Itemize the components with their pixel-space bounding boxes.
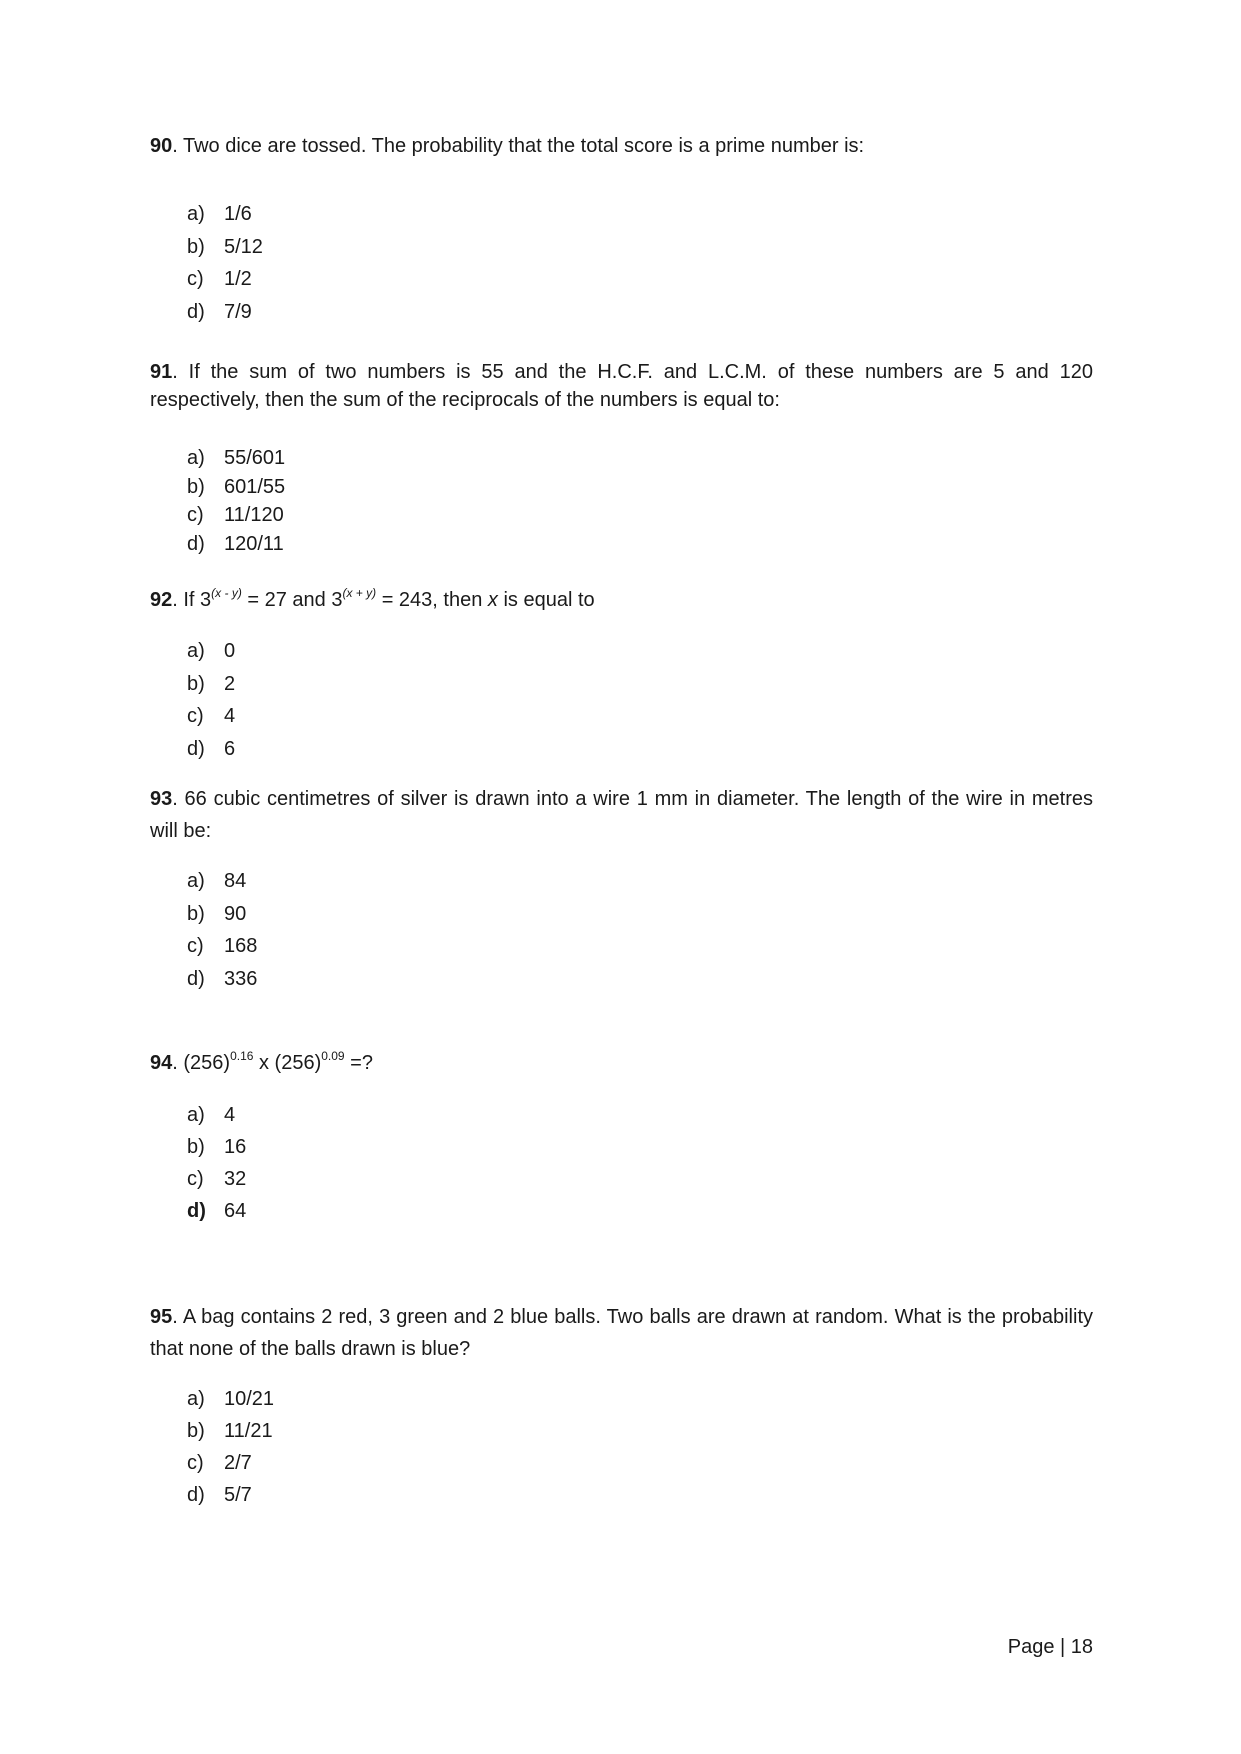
question-text: x (256) <box>253 1052 322 1074</box>
question-stem <box>150 358 1093 414</box>
option-letter: c) <box>187 504 204 526</box>
option-letter: c) <box>187 1168 204 1190</box>
question-text: =? <box>344 1052 373 1074</box>
option-letter: c) <box>187 935 204 957</box>
option-letter: b) <box>187 235 205 258</box>
option-text: 1/6 <box>224 203 252 225</box>
options-list-95 <box>187 1383 274 1511</box>
option-text: 1/2 <box>224 268 252 290</box>
question-text: . If 3 <box>172 589 212 611</box>
option-text: 11/21 <box>224 1420 273 1442</box>
option-letter: a) <box>187 640 205 662</box>
option-letter: d) <box>187 532 205 555</box>
option-text: 5/12 <box>224 235 263 258</box>
question-text: = 243, then <box>376 589 488 611</box>
question-90 <box>150 132 1093 160</box>
option-text: 336 <box>224 967 258 990</box>
option-d <box>187 296 263 329</box>
option-text: 168 <box>224 935 258 957</box>
question-text: is equal to <box>497 589 595 611</box>
option-a <box>187 1383 274 1415</box>
option-letter: c) <box>187 268 204 290</box>
question-91 <box>150 358 1093 414</box>
question-text: = 27 and 3 <box>241 589 343 611</box>
option-d <box>187 733 235 766</box>
option-letter: b) <box>187 902 205 925</box>
option-c <box>187 930 257 963</box>
question-stem <box>150 586 1093 614</box>
question-number: 91 <box>150 361 173 383</box>
option-b <box>187 668 235 701</box>
question-stem <box>150 1301 1093 1365</box>
option-letter: b) <box>187 475 205 498</box>
exponent: (x + y) <box>342 586 377 600</box>
page-number: Page | 18 <box>1007 1636 1093 1658</box>
question-94 <box>150 1049 1093 1077</box>
option-letter: a) <box>187 870 205 892</box>
option-letter: b) <box>187 1420 205 1442</box>
option-text: 0 <box>224 640 236 662</box>
option-d <box>187 1479 274 1511</box>
option-text: 32 <box>224 1168 247 1190</box>
option-a <box>187 444 285 473</box>
option-letter: b) <box>187 672 205 695</box>
option-text: 120/11 <box>224 532 284 555</box>
option-text: 16 <box>224 1136 247 1158</box>
question-92 <box>150 586 1093 614</box>
options-list-91 <box>187 444 285 558</box>
question-text: . A bag contains 2 red, 3 green and 2 blue balls. Two balls are drawn at random. What is the probability that none of the balls drawn is blue? <box>150 1306 1093 1360</box>
option-c <box>187 263 263 296</box>
option-letter: d) <box>187 1200 206 1222</box>
question-93 <box>150 783 1093 847</box>
option-letter: a) <box>187 447 205 469</box>
option-text: 10/21 <box>224 1388 275 1410</box>
question-number: 92 <box>150 589 173 611</box>
option-b <box>187 473 285 502</box>
option-text: 11/120 <box>224 504 284 526</box>
option-letter: b) <box>187 1136 205 1158</box>
option-a <box>187 635 235 668</box>
options-list-94 <box>187 1099 246 1227</box>
question-number: 94 <box>150 1052 173 1074</box>
question-text: . Two dice are tossed. The probability that the total score is a prime number is: <box>172 135 865 157</box>
option-b <box>187 898 257 931</box>
option-text: 2 <box>224 672 236 695</box>
option-letter: d) <box>187 737 205 760</box>
question-stem <box>150 132 1093 160</box>
question-number: 90 <box>150 135 173 157</box>
options-list-93 <box>187 865 257 995</box>
option-letter: a) <box>187 1104 205 1126</box>
exponent: 0.09 <box>321 1049 345 1063</box>
option-d <box>187 530 285 559</box>
option-letter: d) <box>187 300 205 323</box>
option-a <box>187 865 257 898</box>
options-list-90 <box>187 198 263 328</box>
exponent: (x - y) <box>211 586 242 600</box>
question-text: . If the sum of two numbers is 55 and the H.C.F. and L.C.M. of these numbers are 5 and 120 respectively, then the sum of the reciprocals of the numbers is equal to: <box>150 361 1093 411</box>
option-text: 6 <box>224 737 236 760</box>
option-text: 5/7 <box>224 1484 252 1506</box>
option-c <box>187 501 285 530</box>
option-a <box>187 198 263 231</box>
question-number: 95 <box>150 1306 173 1328</box>
option-letter: a) <box>187 1388 205 1410</box>
option-b <box>187 1415 274 1447</box>
option-letter: d) <box>187 967 205 990</box>
option-c <box>187 1163 246 1195</box>
option-text: 64 <box>224 1200 247 1222</box>
option-text: 601/55 <box>224 475 286 498</box>
option-text: 4 <box>224 1104 236 1126</box>
option-b <box>187 1131 246 1163</box>
question-text: . (256) <box>172 1052 231 1074</box>
options-list-92 <box>187 635 235 765</box>
question-number: 93 <box>150 788 173 810</box>
option-c <box>187 700 235 733</box>
variable: x <box>487 589 498 611</box>
option-text: 7/9 <box>224 300 252 323</box>
option-text: 4 <box>224 705 236 727</box>
option-text: 90 <box>224 902 247 925</box>
option-text: 55/601 <box>224 447 286 469</box>
option-letter: c) <box>187 705 204 727</box>
option-letter: a) <box>187 203 205 225</box>
option-text: 2/7 <box>224 1452 252 1474</box>
option-d <box>187 963 257 996</box>
option-a <box>187 1099 246 1131</box>
exponent: 0.16 <box>230 1049 254 1063</box>
option-b <box>187 231 263 264</box>
option-text: 84 <box>224 870 247 892</box>
question-stem <box>150 1049 1093 1077</box>
option-letter: d) <box>187 1484 205 1506</box>
question-text: . 66 cubic centimetres of silver is drawn into a wire 1 mm in diameter. The length of the wire in metres will be: <box>150 788 1093 842</box>
question-stem <box>150 783 1093 847</box>
option-d <box>187 1195 246 1227</box>
option-letter: c) <box>187 1452 204 1474</box>
option-c <box>187 1447 274 1479</box>
question-95 <box>150 1301 1093 1365</box>
